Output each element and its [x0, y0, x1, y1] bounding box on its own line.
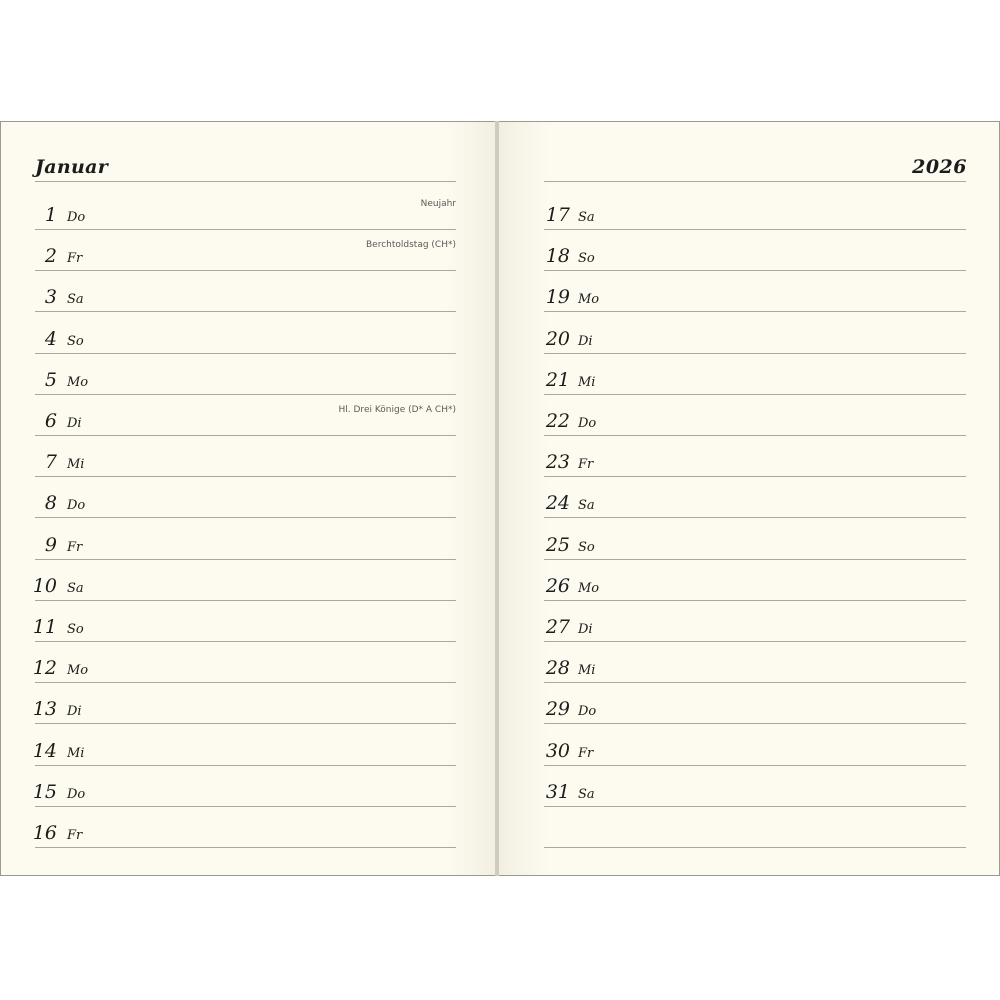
day-row[interactable]	[544, 725, 966, 766]
day-number: 6	[44, 410, 57, 432]
day-row[interactable]	[32, 642, 456, 683]
weekday-label: So	[578, 251, 595, 266]
day-number: 2	[44, 245, 57, 267]
day-row[interactable]	[544, 436, 966, 477]
right-page	[499, 121, 1000, 876]
day-row[interactable]	[35, 395, 456, 436]
day-row[interactable]	[544, 354, 966, 395]
day-number: 12	[32, 657, 57, 679]
day-row[interactable]	[544, 642, 966, 683]
day-number: 15	[32, 781, 57, 803]
day-number: 4	[44, 328, 57, 350]
day-row[interactable]	[32, 766, 456, 807]
day-number: 13	[32, 698, 57, 720]
holiday-label: Hl. Drei Könige (D* A CH*)	[338, 405, 456, 415]
day-number: 18	[545, 245, 570, 267]
day-number: 8	[44, 492, 57, 514]
weekday-label: Di	[578, 334, 593, 349]
day-row[interactable]	[544, 395, 966, 436]
day-row[interactable]	[35, 313, 456, 354]
day-number: 16	[32, 822, 57, 844]
weekday-label: Di	[578, 622, 593, 637]
weekday-label: Do	[67, 787, 86, 802]
day-row[interactable]	[544, 477, 966, 518]
day-number: 5	[44, 369, 57, 391]
weekday-label: Mo	[578, 581, 600, 596]
day-row[interactable]	[544, 560, 966, 601]
day-number: 21	[545, 369, 570, 391]
day-row[interactable]	[35, 189, 456, 230]
day-row[interactable]	[35, 519, 456, 560]
day-row[interactable]	[544, 601, 966, 642]
header-rule	[544, 181, 966, 182]
day-number: 30	[545, 740, 570, 762]
weekday-label: Fr	[67, 828, 83, 843]
planner-spread	[0, 121, 1000, 878]
weekday-label: Fr	[67, 540, 83, 555]
weekday-label: Mo	[67, 375, 89, 390]
year-title: 2026	[912, 156, 967, 178]
weekday-label: Mi	[67, 746, 85, 761]
day-row[interactable]	[544, 766, 966, 807]
weekday-label: Fr	[67, 251, 83, 266]
day-number: 29	[545, 698, 570, 720]
day-number: 23	[545, 451, 570, 473]
day-number: 9	[44, 534, 57, 556]
weekday-label: Sa	[578, 787, 595, 802]
day-number: 22	[545, 410, 570, 432]
day-number: 10	[32, 575, 57, 597]
day-row[interactable]	[544, 189, 966, 230]
weekday-label: Do	[67, 498, 86, 513]
day-number: 31	[545, 781, 570, 803]
holiday-label: Berchtoldstag (CH*)	[366, 240, 456, 250]
day-row[interactable]	[35, 477, 456, 518]
day-number: 7	[44, 451, 57, 473]
day-number: 1	[44, 204, 57, 226]
weekday-label: Sa	[578, 210, 595, 225]
day-number: 25	[545, 534, 570, 556]
day-row[interactable]	[32, 560, 456, 601]
weekday-label: Do	[578, 704, 597, 719]
weekday-label: Di	[67, 416, 82, 431]
day-number: 28	[545, 657, 570, 679]
day-number: 19	[545, 286, 570, 308]
day-number: 27	[545, 616, 570, 638]
day-number: 20	[545, 328, 570, 350]
day-row[interactable]	[35, 230, 456, 271]
day-row[interactable]	[35, 436, 456, 477]
day-row[interactable]	[544, 313, 966, 354]
day-row[interactable]	[544, 271, 966, 312]
weekday-label: So	[67, 622, 84, 637]
weekday-label: Fr	[578, 746, 594, 761]
day-row[interactable]	[32, 725, 456, 766]
weekday-label: Sa	[67, 581, 84, 596]
day-number: 3	[44, 286, 57, 308]
day-row[interactable]	[32, 601, 456, 642]
day-number: 14	[32, 740, 57, 762]
weekday-label: Do	[67, 210, 86, 225]
day-row[interactable]	[544, 519, 966, 560]
weekday-label: Do	[578, 416, 597, 431]
weekday-label: Sa	[578, 498, 595, 513]
day-number: 24	[545, 492, 570, 514]
weekday-label: Mo	[67, 663, 89, 678]
day-number: 26	[545, 575, 570, 597]
day-row[interactable]	[544, 807, 966, 848]
weekday-label: Mo	[578, 292, 600, 307]
header-rule	[35, 181, 456, 182]
weekday-label: So	[67, 334, 84, 349]
day-row[interactable]	[544, 683, 966, 724]
weekday-label: Mi	[67, 457, 85, 472]
weekday-label: Mi	[578, 375, 596, 390]
weekday-label: Fr	[578, 457, 594, 472]
holiday-label: Neujahr	[420, 199, 456, 209]
left-page	[0, 121, 495, 876]
day-row[interactable]	[32, 683, 456, 724]
day-row[interactable]	[544, 230, 966, 271]
day-row[interactable]	[35, 271, 456, 312]
weekday-label: Mi	[578, 663, 596, 678]
day-number: 11	[32, 616, 57, 638]
day-number: 17	[545, 204, 570, 226]
day-row[interactable]	[32, 807, 456, 848]
weekday-label: Di	[67, 704, 82, 719]
weekday-label: Sa	[67, 292, 84, 307]
day-row[interactable]	[35, 354, 456, 395]
month-title: Januar	[35, 156, 109, 178]
weekday-label: So	[578, 540, 595, 555]
